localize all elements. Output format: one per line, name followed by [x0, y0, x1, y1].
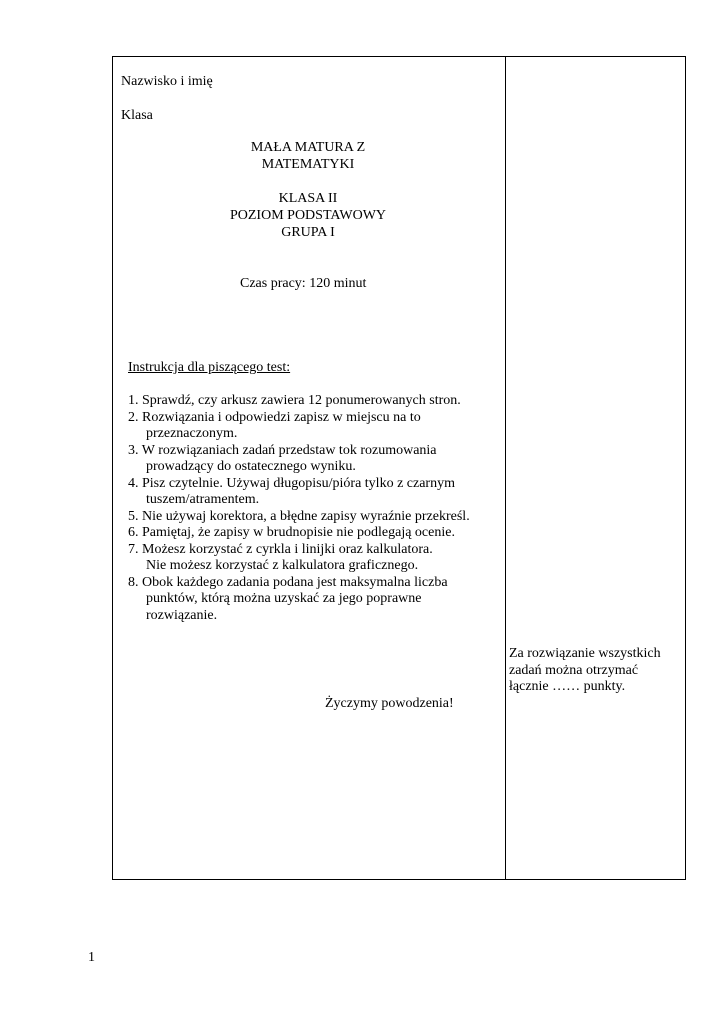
instruction-line: 4. Pisz czytelnie. Używaj długopisu/pióra tylko z czarnym [128, 475, 455, 491]
instruction-line: 7. Możesz korzystać z cyrkla i linijki oraz kalkulatora. [128, 541, 433, 557]
points-note-line-3: łącznie …… punkty. [509, 679, 626, 694]
name-label: Nazwisko i imię [121, 74, 213, 89]
instruction-line: 2. Rozwiązania i odpowiedzi zapisz w miejscu na to [128, 409, 421, 425]
cover-table [112, 56, 686, 880]
instruction-line: 5. Nie używaj korektora, a błędne zapisy wyraźnie przekreśl. [128, 508, 470, 524]
instructions-title: Instrukcja dla piszącego test: [128, 360, 291, 375]
instruction-line: rozwiązanie. [146, 607, 218, 623]
page-number: 1 [88, 950, 95, 965]
title-line-4: POZIOM PODSTAWOWY [229, 208, 387, 223]
title-line-1: MAŁA MATURA Z [250, 140, 366, 155]
points-note-line-2: zadań można otrzymać [509, 662, 639, 678]
instruction-line: punktów, którą można uzyskać za jego poprawne [146, 591, 422, 606]
instruction-line: 1. Sprawdź, czy arkusz zawiera 12 ponumerowanych stron. [128, 393, 461, 408]
instruction-line: tuszem/atramentem. [146, 492, 260, 507]
points-note-line-1: Za rozwiązanie wszystkich [509, 646, 661, 661]
class-label: Klasa [121, 108, 153, 123]
title-line-3: KLASA II [278, 191, 338, 206]
instruction-line: 6. Pamiętaj, że zapisy w brudnopisie nie podlegają ocenie. [128, 525, 455, 540]
instruction-line: Nie możesz korzystać z kalkulatora graficznego. [146, 558, 419, 573]
title-line-2: MATEMATYKI [261, 157, 355, 172]
instruction-line: 3. W rozwiązaniach zadań przedstaw tok rozumowania [128, 442, 437, 458]
instruction-line: prowadzący do ostatecznego wyniku. [146, 459, 356, 474]
time-info: Czas pracy: 120 minut [240, 276, 367, 291]
column-divider [505, 57, 506, 879]
instruction-line: 8. Obok każdego zadania podana jest maksymalna liczba [128, 574, 448, 590]
title-line-5: GRUPA I [281, 225, 335, 240]
instructions-list [128, 393, 470, 624]
good-luck-text: Życzymy powodzenia! [325, 696, 454, 711]
points-note [509, 646, 661, 696]
instruction-line: przeznaczonym. [146, 426, 238, 441]
